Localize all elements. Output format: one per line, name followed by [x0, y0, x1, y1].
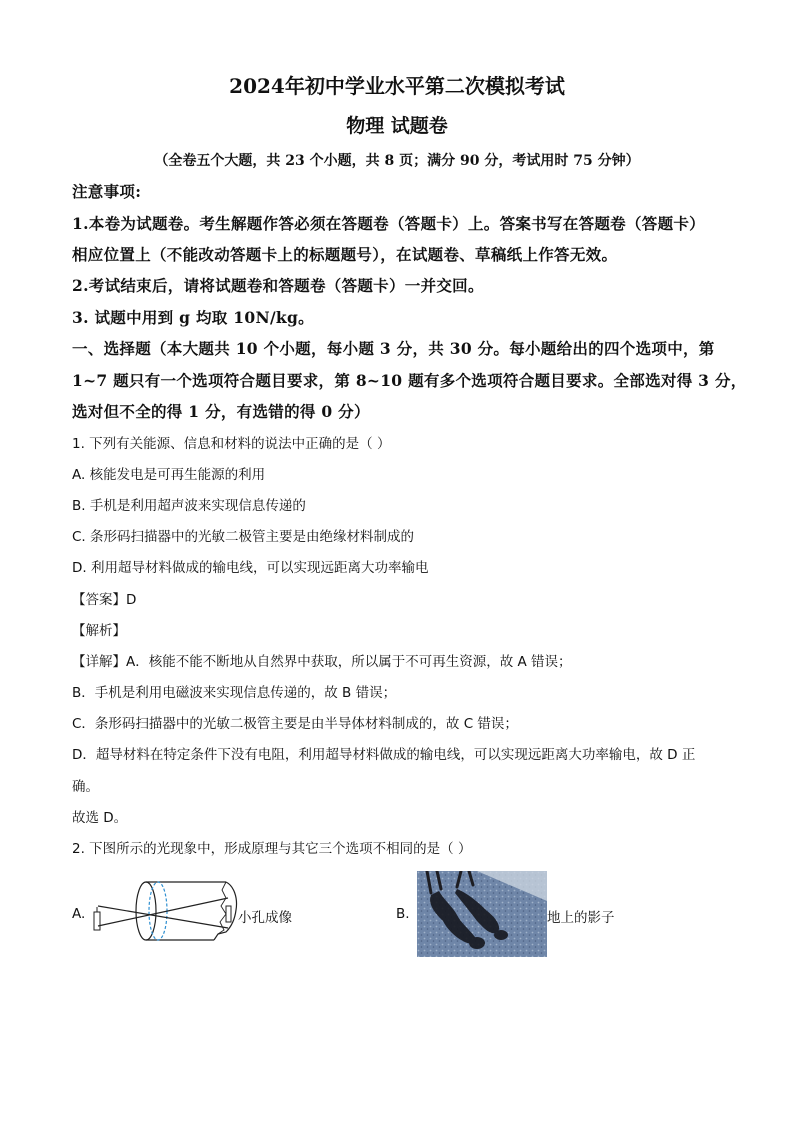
notice-item-3: 3. 试题中用到 g 均取 10N/kg。 — [72, 308, 314, 327]
q2-option-b-letter: B. — [396, 906, 410, 922]
pinhole-camera-diagram — [86, 876, 246, 946]
q2-stem: 2. 下图所示的光现象中，形成原理与其它三个选项不相同的是（ ） — [72, 841, 472, 857]
q1-detail-line-1: 【详解】A．核能不能不断地从自然界中获取，所以属于不可再生资源，故 A 错误； — [72, 654, 572, 670]
notice-item-1-line-1: 1.本卷为试题卷。考生解题作答必须在答题卷（答题卡）上。答案书写在答题卷（答题卡） — [72, 214, 705, 233]
q1-stem: 1. 下列有关能源、信息和材料的说法中正确的是（ ） — [72, 436, 391, 452]
section-1-heading-line-1: 一、选择题（本大题共 10 个小题，每小题 3 分，共 30 分。每小题给出的四个选项中，第 — [72, 339, 715, 358]
exam-subtitle: 物理 试题卷 — [346, 115, 448, 137]
q2-option-a-letter: A. — [72, 906, 86, 922]
notice-item-1-line-2: 相应位置上（不能改动答题卡上的标题题号），在试题卷、草稿纸上作答无效。 — [72, 245, 618, 264]
ground-shadow-photo — [417, 871, 547, 957]
q1-option-b: B. 手机是利用超声波来实现信息传递的 — [72, 498, 306, 514]
q2-option-b-label: 地上的影子 — [547, 910, 615, 926]
section-1-heading-line-2: 1~7 题只有一个选项符合题目要求，第 8~10 题有多个选项符合题目要求。全部选对得 3 分， — [72, 371, 747, 390]
q1-detail-line-6: 故选 D。 — [72, 810, 128, 826]
q1-detail-line-5: 确。 — [72, 779, 99, 795]
q2-option-a-label: 小孔成像 — [238, 910, 292, 926]
q1-detail-line-4: D．超导材料在特定条件下没有电阻，利用超导材料做成的输电线，可以实现远距离大功率输电，故 D 正 — [72, 747, 696, 763]
section-1-heading-line-3: 选对但不全的得 1 分，有选错的得 0 分） — [72, 402, 370, 421]
q1-answer: 【答案】D — [72, 592, 137, 608]
exam-title: 2024年初中学业水平第二次模拟考试 — [229, 74, 565, 98]
q1-analysis-label: 【解析】 — [72, 623, 126, 639]
q1-detail-line-3: C．条形码扫描器中的光敏二极管主要是由半导体材料制成的，故 C 错误； — [72, 716, 518, 732]
exam-info: （全卷五个大题，共 23 个小题，共 8 页；满分 90 分，考试用时 75 分钟） — [154, 153, 640, 169]
q1-option-c: C. 条形码扫描器中的光敏二极管主要是由绝缘材料制成的 — [72, 529, 415, 545]
notice-heading: 注意事项: — [72, 182, 142, 201]
notice-item-2: 2.考试结束后，请将试题卷和答题卷（答题卡）一并交回。 — [72, 276, 484, 295]
q1-detail-line-2: B．手机是利用电磁波来实现信息传递的，故 B 错误； — [72, 685, 397, 701]
q1-option-a: A. 核能发电是可再生能源的利用 — [72, 467, 266, 483]
q1-option-d: D. 利用超导材料做成的输电线，可以实现远距离大功率输电 — [72, 560, 429, 576]
